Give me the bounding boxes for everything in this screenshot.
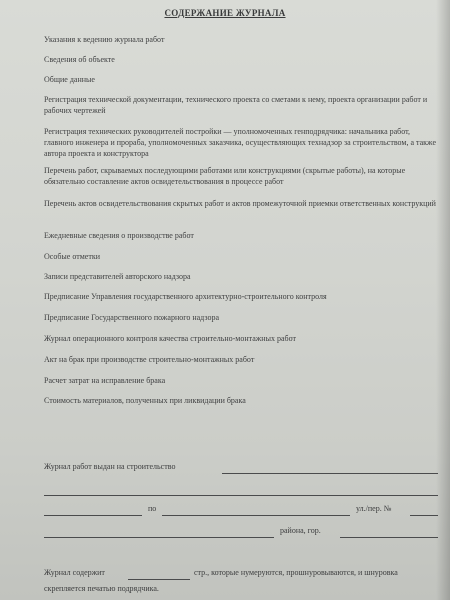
issued-label: Журнал работ выдан на строительство (44, 462, 176, 471)
toc-item: Перечень работ, скрываемых последующими работами или конструкциями (скрытые работы), на которые обязательно составление актов освидетельствования в процессе работ (44, 166, 406, 186)
toc-item: Расчет затрат на исправление брака (44, 376, 166, 385)
toc-item: Регистрация технической документации, технического проекта со сметами к нему, проекта организации работ и рабочих чертежей (44, 95, 428, 115)
street-label: ул./пер. № (356, 504, 392, 513)
toc-item: Особые отметки (44, 252, 100, 261)
toc-item: Регистрация технических руководителей постройки — уполномоченных генподрядчика: начальника работ, главного инженера и прораба, уполномоченных заказчика, осуществляющих технадзор за строительством, а также автора проекта и конструктора (44, 127, 436, 158)
city-line[interactable] (340, 537, 438, 538)
toc-item: Сведения об объекте (44, 55, 115, 64)
contains-row (44, 568, 442, 579)
address-line-1[interactable] (44, 515, 142, 516)
district-label: района, гор. (280, 526, 321, 535)
toc-item: Перечень актов освидетельствования скрытых работ и актов промежуточной приемки ответственных конструкций (44, 199, 436, 208)
sealed-text: скрепляется печатью подрядчика. (44, 584, 159, 593)
page-edge-shadow (436, 0, 450, 600)
blank-line[interactable] (44, 495, 438, 496)
toc-item: Указания к ведению журнала работ (44, 35, 165, 44)
district-line[interactable] (44, 537, 274, 538)
page-count-line[interactable] (128, 579, 190, 580)
by-label: по (148, 504, 157, 513)
toc-item: Стоимость материалов, полученных при ликвидации брака (44, 396, 246, 405)
street-number-line[interactable] (410, 515, 438, 516)
pages-text: стр., которые нумеруются, прошнуровываются, и шнуровка (194, 568, 398, 577)
toc-item: Общие данные (44, 75, 95, 84)
page-title: СОДЕРЖАНИЕ ЖУРНАЛА (164, 8, 286, 18)
toc-item: Предписание Государственного пожарного надзора (44, 313, 220, 322)
toc-item: Предписание Управления государственного архитектурно-строительного контроля (44, 292, 327, 301)
toc-item: Записи представителей авторского надзора (44, 272, 191, 281)
issued-row (44, 462, 442, 473)
toc-item: Ежедневные сведения о производстве работ (44, 231, 194, 240)
toc-item: Журнал операционного контроля качества строительно-монтажных работ (44, 334, 296, 343)
blank-row (44, 484, 442, 495)
address-row (44, 504, 442, 515)
address-line-2[interactable] (162, 515, 350, 516)
contains-label: Журнал содержит (44, 568, 105, 577)
toc-item: Акт на брак при производстве строительно-монтажных работ (44, 355, 255, 364)
construction-site-line[interactable] (222, 473, 438, 474)
sealed-row (44, 584, 442, 595)
district-row (44, 526, 442, 537)
